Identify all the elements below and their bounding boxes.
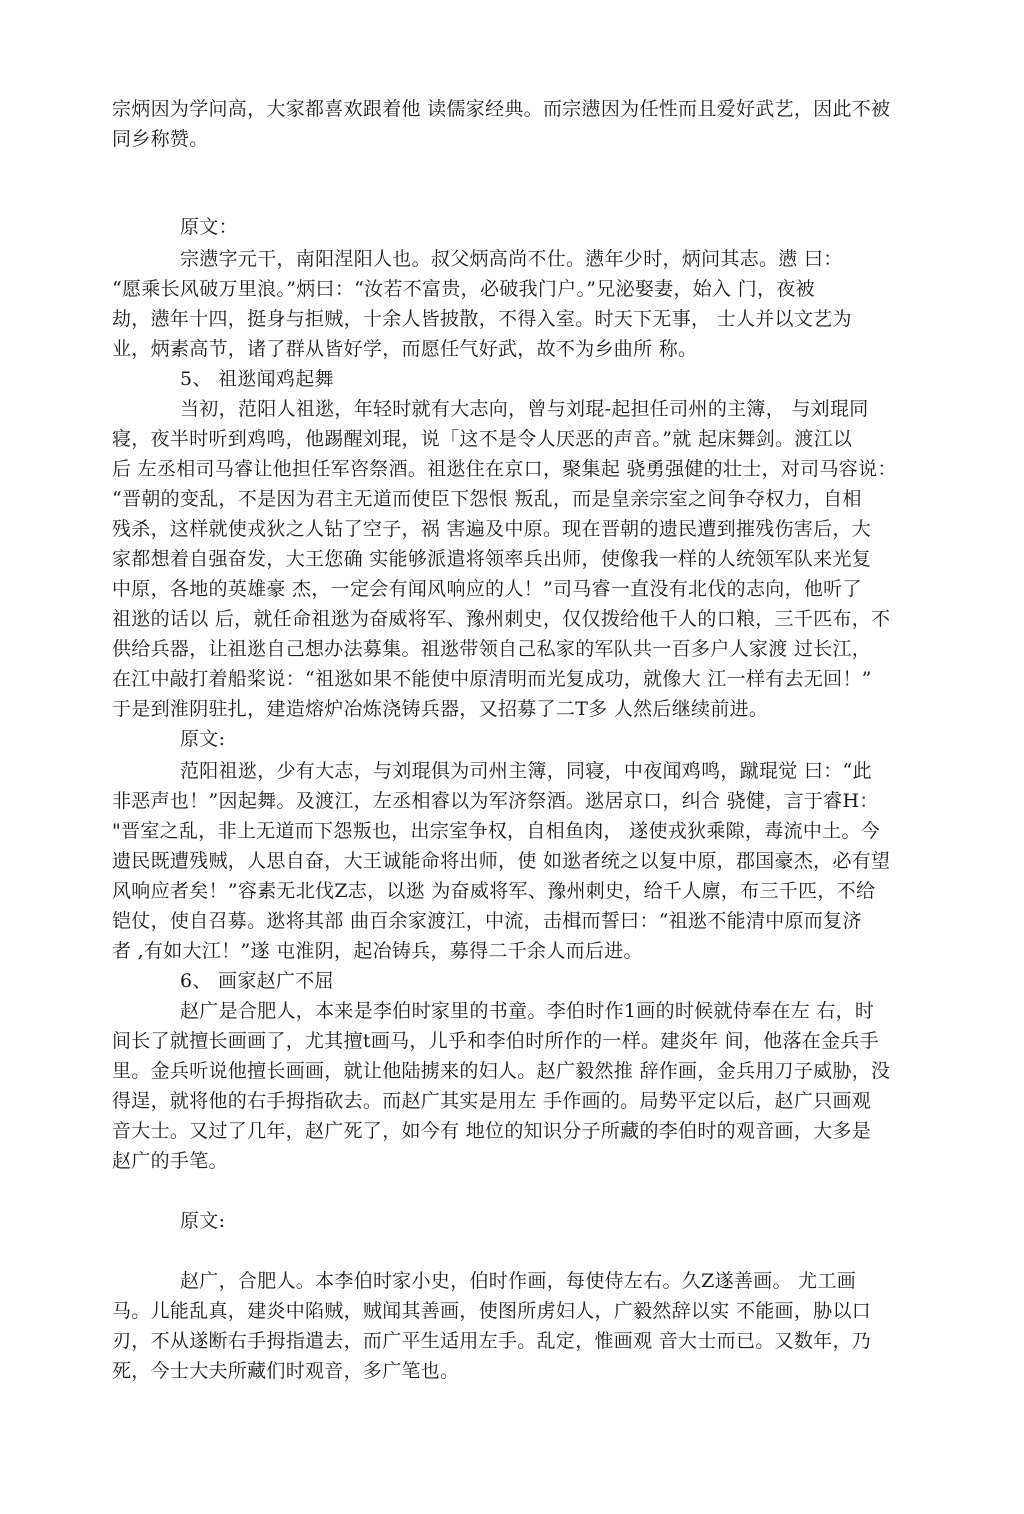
body-line: 后 左丞相司马睿让他担任军咨祭酒。祖逖住在京口，聚集起 骁勇强健的壮士，对司马容说： [112, 458, 897, 480]
original-line: 铠仗，使自召募。逖将其部 曲百余家渡江，中流，击楫而誓曰：“祖逖不能清中原而复济 [112, 910, 862, 932]
original-line: 者 ,有如大江！”遂 屯淮阴，起冶铸兵，募得二千余人而后进。 [112, 940, 643, 962]
body-line: 家都想着自强奋发，大王您确 实能够派遣将领率兵出师，使像我一样的人统领军队来光复 [112, 548, 872, 570]
original-line: 业，炳素高节，诸了群从皆好学，而愿任气好武，故不为乡曲所 称。 [112, 338, 698, 360]
body-line: 得逞，就将他的右手拇指砍去。而赵广其实是用左 手作画的。局势平定以后，赵广只画观 [112, 1090, 872, 1112]
original-line: 风响应者矣！”容素无北伐Z志，以逖 为奋威将军、豫州刺史，给千人廪，布三千匹，不给 [112, 880, 876, 902]
body-line: 赵广是合肥人，本来是李伯时家里的书童。李伯时作1画的时候就侍奉在左 右，时 [180, 1000, 875, 1022]
original-line: 赵广，合肥人。本李伯时家小史，伯时作画，每使侍左右。久Z遂善画。 尤工画 [180, 1270, 857, 1292]
original-line: 范阳祖逖，少有大志，与刘琨俱为司州主簿，同寝，中夜闻鸡鸣，蹴琨觉 曰：“此 [180, 760, 872, 782]
body-line: 间长了就擅长画画了，尤其擅t画马，儿乎和李伯时所作的一样。建炎年 间，他落在金兵手 [112, 1030, 879, 1052]
original-line: 宗懑字元干，南阳涅阳人也。叔父炳高尚不仕。懑年少时，炳问其志。懑 曰： [180, 248, 843, 270]
original-line: 遗民既遭残贼，人思自奋，大王诚能命将出师，使 如逖者统之以复中原，郡国豪杰，必有望 [112, 850, 891, 872]
body-line: 中原，各地的英雄豪 杰，一定会有闻风响应的人！”司马睿一直没有北伐的志向，他听了 [112, 578, 862, 600]
body-line: 音大士。又过了几年，赵广死了，如今有 地位的知识分子所藏的李伯时的观音画，大多是 [112, 1120, 872, 1142]
original-line: 非恶声也！”因起舞。及渡江，左丞相睿以为军济祭酒。逖居京口，纠合 骁健，言于睿H： [112, 790, 879, 812]
original-line: "晋室之乱，非上无道而下怨叛也，出宗室争权，自相鱼肉， 遂使戎狄乘隙，毒流中土。今 [112, 820, 881, 842]
original-label: 原文: [180, 728, 226, 750]
original-line: 马。儿能乱真，建炎中陷贼，贼闻其善画，使图所虏妇人，广毅然辞以实 不能画，胁以口 [112, 1300, 872, 1322]
intro-line-1: 宗炳因为学问高，大家都喜欢跟着他 读儒家经典。而宗懑因为任性而且爱好武艺，因此不被 [112, 98, 891, 120]
section-heading: 5、 祖逖闻鸡起舞 [180, 368, 334, 390]
body-line: 供给兵器，让祖逖自己想办法募集。祖逖带领自己私家的军队共一百多户人家渡 过长江， [112, 638, 872, 660]
original-line: “愿乘长风破万里浪。”炳曰：“汝若不富贵，必破我门户。”兄泌娶妻，始入 门，夜被 [112, 278, 815, 300]
original-line: 劫，懑年十四，挺身与拒贼，十余人皆披散，不得入室。时天下无事， 士人并以文艺为 [112, 308, 852, 330]
original-label: 原文: [180, 1210, 226, 1232]
body-line: 里。金兵听说他擅长画画，就让他陆掳来的妇人。赵广毅然推 辞作画，金兵用刀子威胁，没 [112, 1060, 891, 1082]
original-label: 原文： [180, 216, 238, 238]
body-line: 当初，范阳人祖逖，年轻时就有大志向，曾与刘琨-起担任司州的主簿， 与刘琨同 [180, 398, 869, 420]
body-line: “晋朝的变乱，不是因为君主无道而使臣下怨恨 叛乱，而是皇亲宗室之间争夺权力，自相 [112, 488, 862, 510]
original-line: 刃，不从遂断右手拇指遣去，而广平生适用左手。乱定，惟画观 音大士而已。又数年，乃 [112, 1330, 872, 1352]
body-line: 在江中敲打着船桨说：“祖逖如果不能使中原清明而光复成功，就像大 江一样有去无回！” [112, 668, 872, 690]
body-line: 寝，夜半时听到鸡鸣，他踢醒刘琨，说「这不是令人厌恶的声音。”就 起床舞剑。渡江以 [112, 428, 853, 450]
original-line: 死，今士大夫所藏们时观音，多广笔也。 [112, 1360, 460, 1382]
section-heading: 6、 画家赵广不屈 [180, 970, 334, 992]
body-line: 于是到淮阴驻扎，建造熔炉冶炼浇铸兵器，又招募了二T多 人然后继续前进。 [112, 698, 769, 720]
body-line: 祖逖的话以 后，就任命祖逖为奋威将军、豫州刺史，仅仅拨给他千人的口粮，三千匹布，不 [112, 608, 891, 630]
intro-line-2: 同乡称赞。 [112, 128, 209, 150]
body-line: 残杀，这样就使戎狄之人钻了空子，祸 害遍及中原。现在晋朝的遗民遭到摧残伤害后，大 [112, 518, 872, 540]
body-line: 赵广的手笔。 [112, 1150, 228, 1172]
